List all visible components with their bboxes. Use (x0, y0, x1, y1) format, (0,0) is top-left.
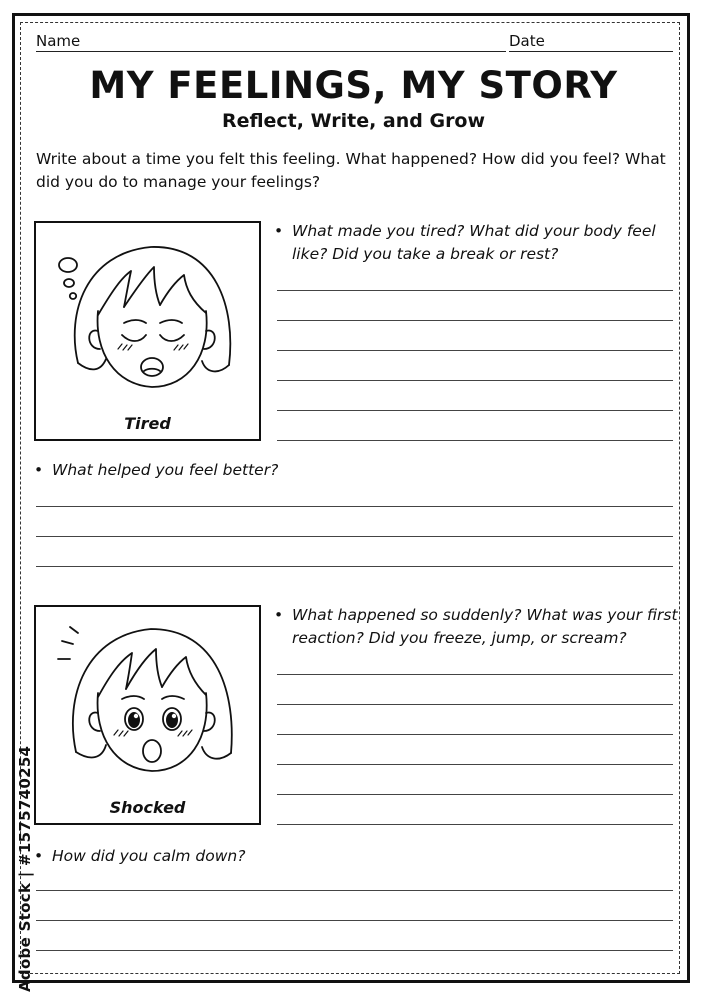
writing-line[interactable] (277, 674, 673, 675)
tired-question-1 (274, 220, 672, 266)
shocked-question-1 (274, 604, 692, 650)
name-label: Name (36, 32, 81, 50)
writing-line[interactable] (277, 704, 673, 705)
bullet: • (34, 847, 44, 865)
writing-line[interactable] (36, 566, 673, 567)
writing-line[interactable] (36, 536, 673, 537)
writing-line[interactable] (36, 920, 673, 921)
tired-face-illustration (36, 223, 259, 403)
writing-line[interactable] (277, 794, 673, 795)
shocked-question-2-text: How did you calm down? (52, 847, 246, 865)
tired-question-2-text: What helped you feel better? (52, 461, 279, 479)
writing-line[interactable] (36, 506, 673, 507)
writing-line[interactable] (36, 950, 673, 951)
tired-picture-box (34, 221, 261, 441)
writing-line[interactable] (277, 290, 673, 291)
writing-line[interactable] (36, 890, 673, 891)
date-field-line[interactable] (509, 51, 673, 52)
shocked-picture-box (34, 605, 261, 825)
bullet: • (34, 461, 44, 479)
writing-line[interactable] (277, 320, 673, 321)
writing-line[interactable] (277, 734, 673, 735)
bullet: • (274, 606, 284, 624)
shocked-caption: Shocked (109, 798, 186, 817)
page-title: MY FEELINGS, MY STORY (89, 64, 618, 107)
stock-watermark: Adobe Stock | #1575740254 (16, 745, 34, 992)
writing-line[interactable] (277, 824, 673, 825)
writing-line[interactable] (277, 410, 673, 411)
tired-question-1-text: What made you tired? What did your body feel like? Did you take a break or rest? (292, 222, 656, 263)
instructions: Write about a time you felt this feeling. What happened? How did you feel? What did you do to manage your feelings? (36, 150, 666, 191)
bullet: • (274, 222, 284, 240)
shocked-question-1-text: What happened so suddenly? What was your first reaction? Did you freeze, jump, or scream? (292, 606, 678, 647)
name-field-line[interactable] (36, 51, 506, 52)
date-label: Date (509, 32, 545, 50)
writing-line[interactable] (277, 764, 673, 765)
shocked-question-2 (34, 845, 652, 868)
writing-line[interactable] (277, 350, 673, 351)
page-subtitle: Reflect, Write, and Grow (221, 110, 486, 132)
tired-question-2 (34, 459, 652, 482)
writing-line[interactable] (277, 380, 673, 381)
tired-caption: Tired (124, 414, 171, 433)
shocked-face-illustration (36, 607, 259, 787)
writing-line[interactable] (277, 440, 673, 441)
